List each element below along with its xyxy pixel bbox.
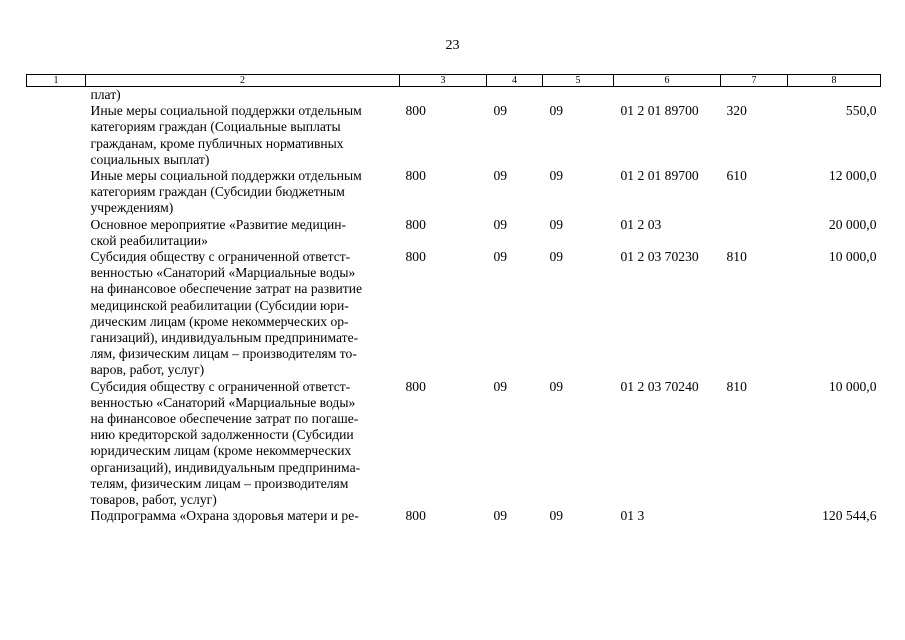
target-article-cell: 01 2 01 89700: [620, 103, 699, 119]
item-name-line: категориям граждан (Социальные выплаты: [90, 119, 341, 135]
amount-cell: 12 000,0: [828, 168, 877, 184]
budget-table: [26, 74, 881, 524]
subsection-cell: [543, 87, 614, 104]
expense-type-cell: [721, 87, 788, 104]
row-number-cell: [27, 217, 86, 249]
table-row: [27, 217, 881, 249]
section-cell: 09: [493, 216, 508, 232]
expense-type-cell: [721, 508, 788, 524]
ministry-code-cell: 800: [405, 508, 426, 524]
amount-cell: 10 000,0: [828, 378, 877, 394]
item-name-line: Подпрограмма «Охрана здоровья матери и ре-: [90, 508, 359, 524]
subsection-cell: 09: [549, 103, 564, 119]
table-body: [27, 87, 881, 525]
ministry-code-cell: 800: [405, 168, 426, 184]
column-number-header: 1: [27, 75, 86, 87]
amount-cell: 20 000,0: [828, 216, 877, 232]
column-number-header: 3: [400, 75, 487, 87]
amount-cell: 120 544,6: [822, 508, 877, 524]
item-name-cell: [86, 249, 400, 379]
item-name-line: лям, физическим лицам – производителям то-: [90, 346, 357, 362]
item-name-line: Иные меры социальной поддержки отдельным: [90, 168, 362, 184]
section-cell: [487, 87, 543, 104]
item-name-line: Субсидия обществу с ограниченной ответст-: [90, 378, 351, 394]
section-cell: 09: [493, 378, 508, 394]
table-row: [27, 379, 881, 509]
subsection-cell: 09: [549, 216, 564, 232]
section-cell: 09: [493, 508, 508, 524]
item-name-line: Основное мероприятие «Развитие медицин-: [90, 216, 347, 232]
table-row: [27, 508, 881, 524]
section-cell: 09: [493, 168, 508, 184]
column-number-header: 4: [487, 75, 543, 87]
ministry-code-cell: 800: [405, 378, 426, 394]
target-article-cell: 01 2 03 70240: [620, 378, 699, 394]
item-name-line: плат): [90, 87, 121, 102]
item-name-line: телям, физическим лицам – производителям: [90, 475, 349, 491]
item-name-cell: [86, 217, 400, 249]
item-name-cell: [86, 508, 400, 524]
column-number-header: 5: [543, 75, 614, 87]
expense-type-cell: 610: [726, 168, 747, 184]
row-number-cell: [27, 103, 86, 168]
item-name-line: Субсидия обществу с ограниченной ответст-: [90, 249, 351, 265]
item-name-cell: [86, 379, 400, 509]
table-row: [27, 168, 881, 217]
column-number-header: 7: [721, 75, 788, 87]
target-article-cell: 01 3: [620, 508, 645, 524]
item-name-line: на финансовое обеспечение затрат по погаше-: [90, 411, 359, 427]
item-name-line: ской реабилитации»: [90, 232, 208, 248]
row-number-cell: [27, 508, 86, 524]
item-name-line: организаций), индивидуальным предпринима-: [90, 459, 361, 475]
target-article-cell: [614, 87, 721, 104]
item-name-cell: [86, 87, 400, 104]
table-row: [27, 249, 881, 379]
item-name-line: Иные меры социальной поддержки отдельным: [90, 103, 362, 119]
row-number-cell: [27, 87, 86, 104]
row-number-cell: [27, 379, 86, 509]
item-name-line: дическим лицам (кроме некоммерческих ор-: [90, 313, 349, 329]
target-article-cell: 01 2 03: [620, 216, 662, 232]
expense-type-cell: 320: [726, 103, 747, 119]
amount-cell: 550,0: [845, 103, 877, 119]
ministry-code-cell: 800: [405, 216, 426, 232]
target-article-cell: 01 2 03 70230: [620, 249, 699, 265]
item-name-line: социальных выплат): [90, 151, 210, 167]
row-number-cell: [27, 168, 86, 217]
item-name-line: ганизаций), индивидуальным предпринимате-: [90, 330, 359, 346]
ministry-code-cell: 800: [405, 103, 426, 119]
row-number-cell: [27, 249, 86, 379]
amount-cell: 10 000,0: [828, 249, 877, 265]
amount-cell: [788, 87, 881, 104]
item-name-line: юридическим лицам (кроме некоммерческих: [90, 443, 352, 459]
item-name-line: нию кредиторской задолженности (Субсидии: [90, 427, 354, 443]
item-name-line: венностью «Санаторий «Марциальные воды»: [90, 394, 356, 410]
expense-type-cell: [721, 217, 788, 249]
section-cell: 09: [493, 103, 508, 119]
item-name-line: на финансовое обеспечение затрат на развитие: [90, 281, 363, 297]
section-cell: 09: [493, 249, 508, 265]
table-header: [27, 75, 881, 87]
table-row: [27, 87, 881, 104]
item-name-line: венностью «Санаторий «Марциальные воды»: [90, 265, 356, 281]
item-name-line: варов, работ, услуг): [90, 362, 205, 378]
item-name-cell: [86, 103, 400, 168]
subsection-cell: 09: [549, 378, 564, 394]
item-name-line: медицинской реабилитации (Субсидии юри-: [90, 297, 349, 313]
column-number-header: 6: [614, 75, 721, 87]
subsection-cell: 09: [549, 249, 564, 265]
ministry-code-cell: 800: [405, 249, 426, 265]
expense-type-cell: 810: [726, 249, 747, 265]
item-name-cell: [86, 168, 400, 217]
target-article-cell: 01 2 01 89700: [620, 168, 699, 184]
page-number: 23: [445, 38, 460, 53]
column-number-header: 2: [86, 75, 400, 87]
item-name-line: товаров, работ, услуг): [90, 492, 217, 508]
subsection-cell: 09: [549, 168, 564, 184]
item-name-line: гражданам, кроме публичных нормативных: [90, 135, 344, 151]
column-number-header: 8: [788, 75, 881, 87]
table-row: [27, 103, 881, 168]
ministry-code-cell: [400, 87, 487, 104]
item-name-line: учреждениям): [90, 200, 174, 216]
item-name-line: категориям граждан (Субсидии бюджетным: [90, 184, 345, 200]
subsection-cell: 09: [549, 508, 564, 524]
expense-type-cell: 810: [726, 378, 747, 394]
header-row: [27, 75, 881, 87]
